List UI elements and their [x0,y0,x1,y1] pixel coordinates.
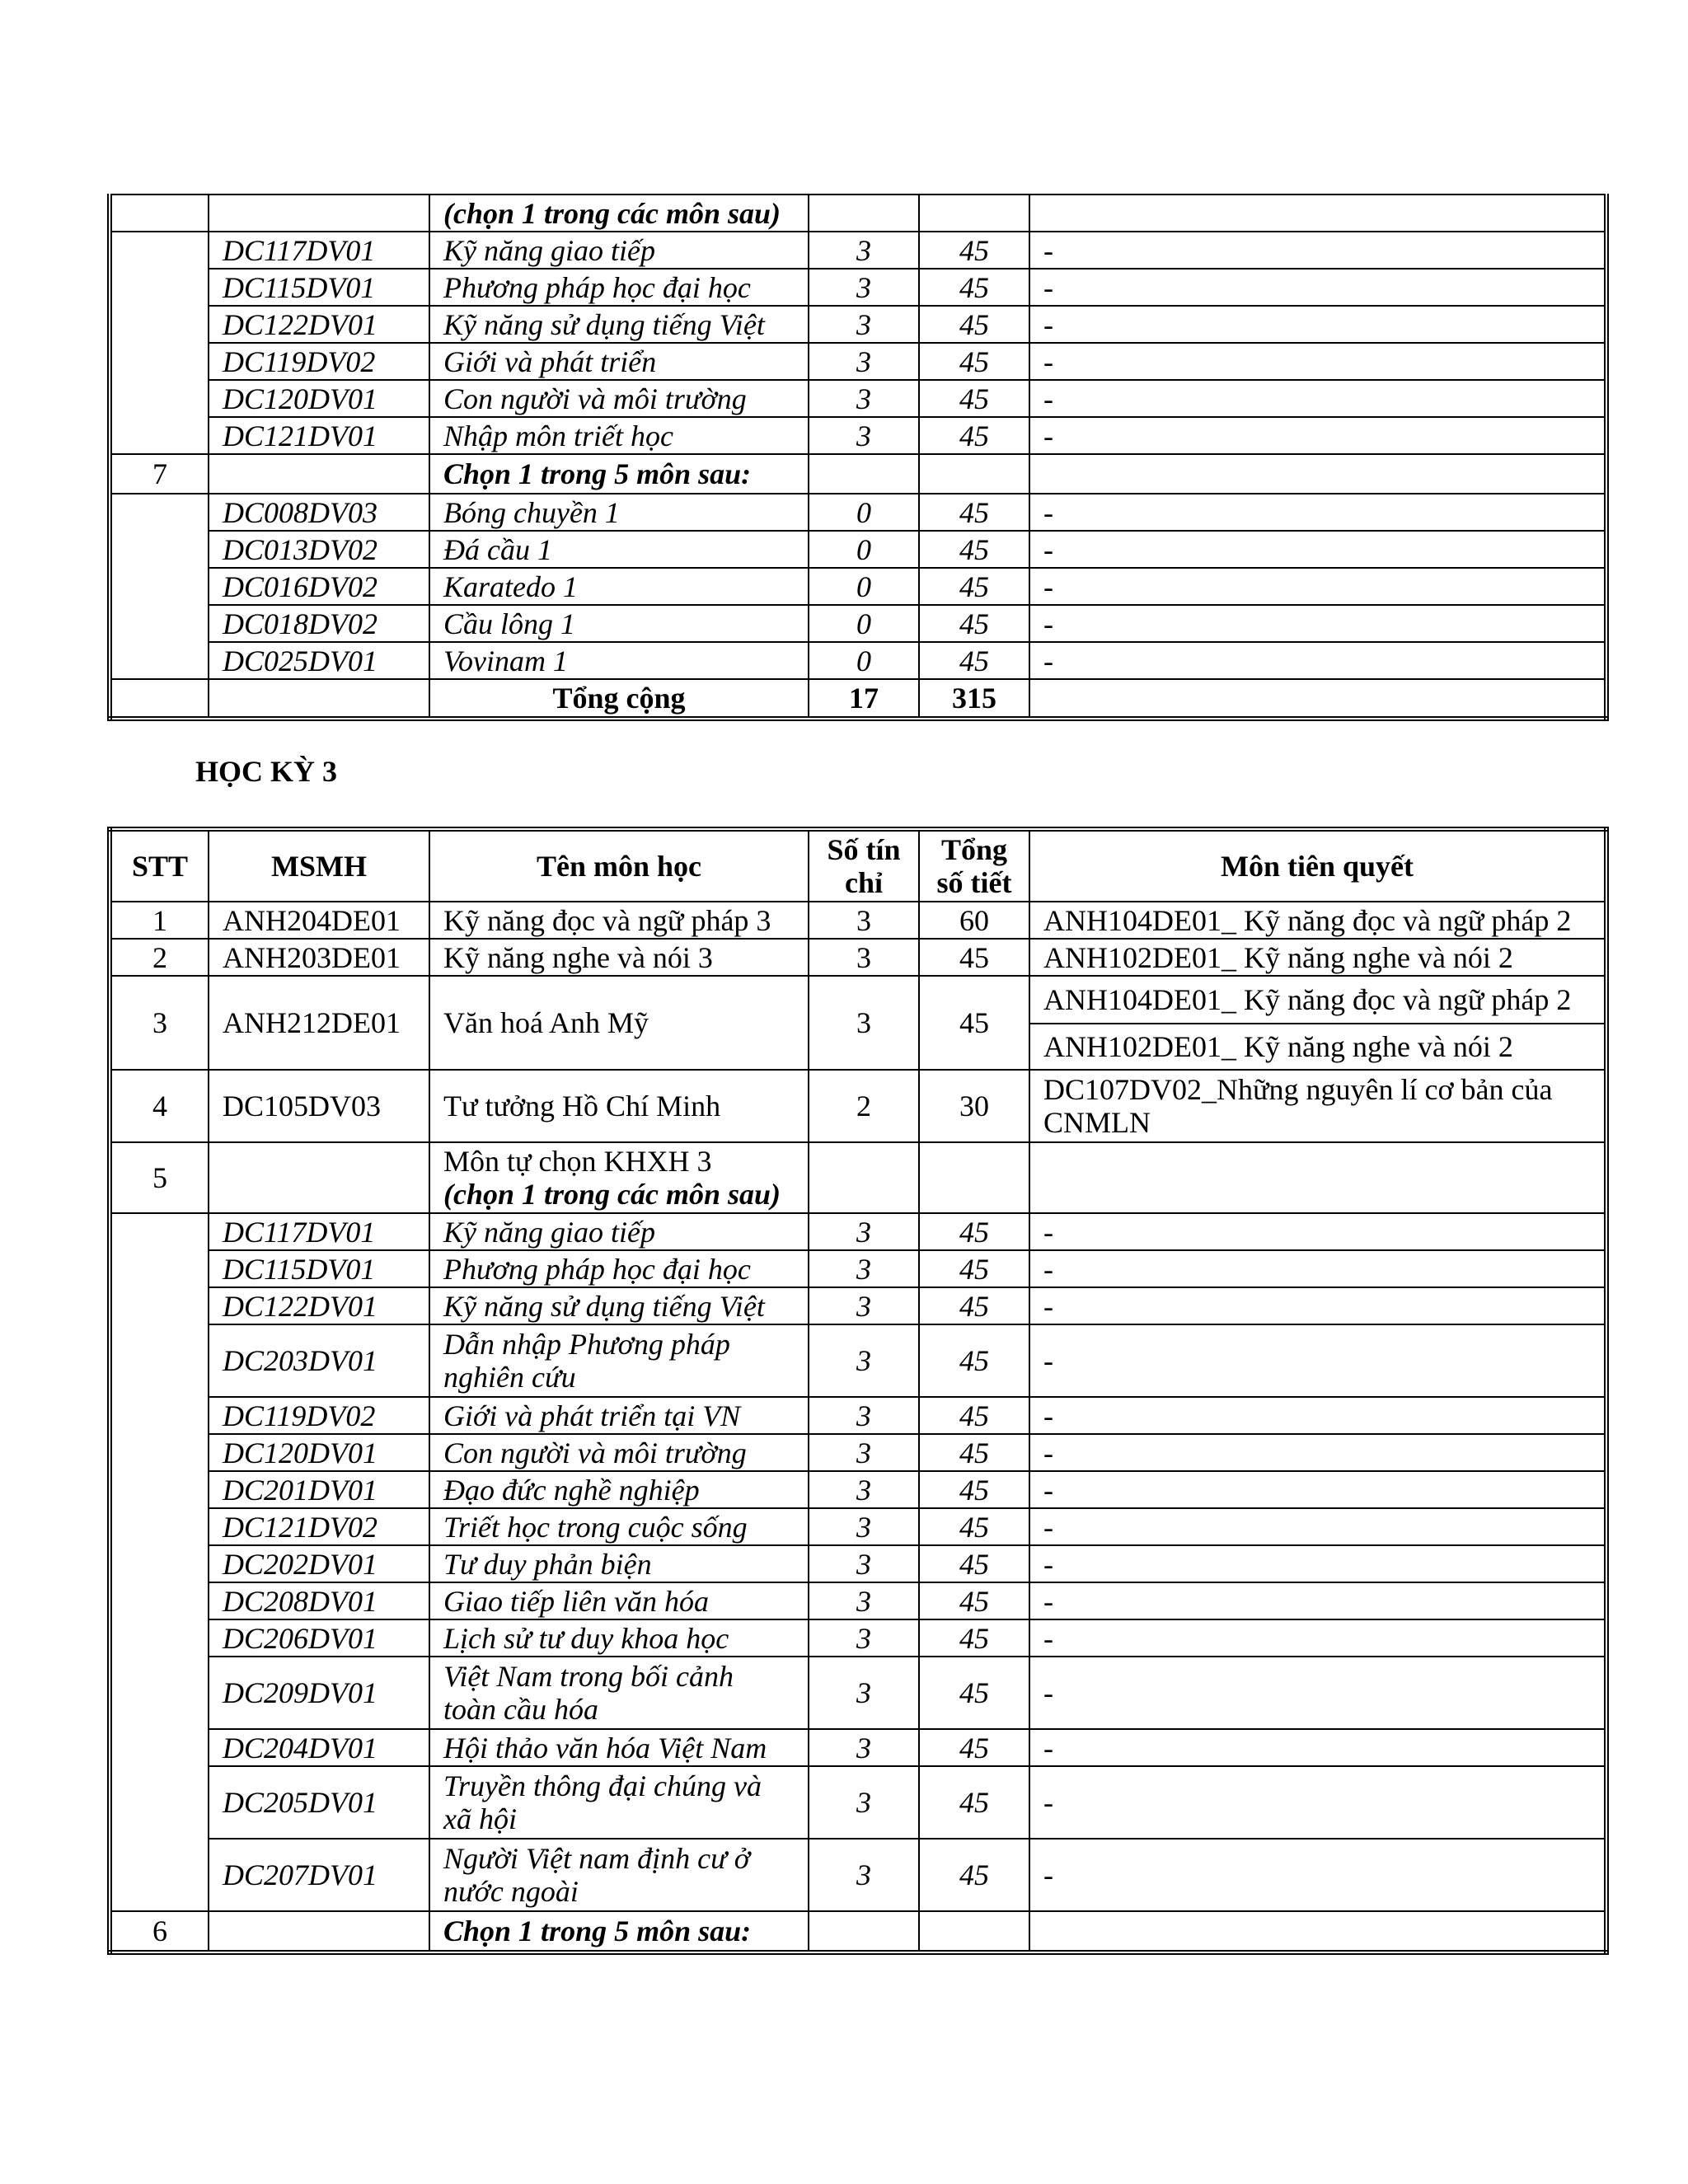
credits: 3 [809,380,919,417]
course-code: DC122DV01 [209,1287,429,1324]
table-row [110,343,1606,380]
hours: 45 [919,1397,1029,1434]
table-row: 1 ANH204DE01 Kỹ năng đọc và ngữ pháp 3 3 60 ANH104DE01_ Kỹ năng đọc và ngữ pháp 2 [110,902,1606,939]
prerequisite: - [1029,1287,1606,1324]
prerequisite: - [1029,1766,1606,1839]
table-row [110,1471,1606,1508]
prerequisite: - [1029,380,1606,417]
course-code: DC208DV01 [209,1582,429,1619]
total-label: Tổng cộng [429,679,809,719]
prerequisite: - [1029,1324,1606,1397]
prerequisite: - [1029,269,1606,306]
prerequisite: - [1029,1250,1606,1287]
credits: 0 [809,531,919,568]
course-code: DC203DV01 [209,1324,429,1397]
table-row [110,494,1606,531]
table-row [110,531,1606,568]
course-code: DC117DV01 [209,232,429,269]
course-name: Karatedo 1 [429,568,809,605]
table-row: 3 ANH212DE01 Văn hoá Anh Mỹ 3 45 ANH104DE01_ Kỹ năng đọc và ngữ pháp 2 [110,976,1606,1024]
hours: 45 [919,1545,1029,1582]
table-row [110,1839,1606,1911]
hours: 45 [919,269,1029,306]
course-code: DC119DV02 [209,1397,429,1434]
course-code: DC201DV01 [209,1471,429,1508]
course-code: DC120DV01 [209,1434,429,1471]
hours: 45 [919,343,1029,380]
course-name: Nhập môn triết học [429,417,809,454]
course-name: Triết học trong cuộc sống [429,1508,809,1545]
prerequisite: - [1029,1619,1606,1657]
credits: 3 [809,1582,919,1619]
table-row [110,417,1606,454]
course-code: DC121DV02 [209,1508,429,1545]
course-code: DC115DV01 [209,1250,429,1287]
prerequisite: - [1029,531,1606,568]
table-row: 5 Môn tự chọn KHXH 3 (chọn 1 trong các môn sau) [110,1142,1606,1213]
prerequisite: - [1029,306,1606,343]
credits: 3 [809,1766,919,1839]
hours: 45 [919,1508,1029,1545]
table-row [110,1397,1606,1434]
hours: 45 [919,1213,1029,1250]
course-name: Dẫn nhập Phương pháp nghiên cứu [429,1324,809,1397]
total-row [110,679,1606,719]
group-title: Chọn 1 trong 5 môn sau: [429,454,809,494]
table-row: 4 DC105DV03 Tư tưởng Hồ Chí Minh 2 30 DC107DV02_Những nguyên lí cơ bản của CNMLN [110,1070,1606,1142]
hours: 45 [919,1619,1029,1657]
semester3-table [107,827,1609,1955]
credits: 3 [809,1545,919,1582]
course-name: Tư duy phản biện [429,1545,809,1582]
hours: 45 [919,417,1029,454]
course-code: DC120DV01 [209,380,429,417]
course-name: Giới và phát triển [429,343,809,380]
prerequisite: - [1029,343,1606,380]
course-name: Giới và phát triển tại VN [429,1397,809,1434]
hours: 45 [919,494,1029,531]
prerequisite: - [1029,642,1606,679]
course-name: Kỹ năng giao tiếp [429,1213,809,1250]
course-name: Giao tiếp liên văn hóa [429,1582,809,1619]
course-code: DC018DV02 [209,605,429,642]
course-code: DC013DV02 [209,531,429,568]
course-code: DC204DV01 [209,1729,429,1766]
course-name: Phương pháp học đại học [429,1250,809,1287]
credits: 3 [809,269,919,306]
hours: 45 [919,1434,1029,1471]
course-code: DC025DV01 [209,642,429,679]
table-row: ANH102DE01_ Kỹ năng nghe và nói 2 [110,1024,1606,1070]
prerequisite: - [1029,1582,1606,1619]
credits: 3 [809,1729,919,1766]
credits: 0 [809,494,919,531]
course-name: Đá cầu 1 [429,531,809,568]
course-name: Kỹ năng giao tiếp [429,232,809,269]
table-row [110,1213,1606,1250]
prerequisite: - [1029,417,1606,454]
prerequisite: - [1029,232,1606,269]
credits: 3 [809,1324,919,1397]
credits: 3 [809,343,919,380]
hours: 45 [919,1471,1029,1508]
section-heading: HỌC KỲ 3 [195,755,338,788]
header-msmh: MSMH [209,829,429,902]
semester2-table-continued [107,194,1609,721]
table-row: 6 Chọn 1 trong 5 môn sau: [110,1911,1606,1952]
course-code: DC122DV01 [209,306,429,343]
prerequisite: - [1029,1729,1606,1766]
prerequisite: - [1029,568,1606,605]
prerequisite: - [1029,1397,1606,1434]
table-row: 2 ANH203DE01 Kỹ năng nghe và nói 3 3 45 ANH102DE01_ Kỹ năng nghe và nói 2 [110,939,1606,976]
prerequisite: - [1029,494,1606,531]
course-code: DC121DV01 [209,417,429,454]
credits: 3 [809,1397,919,1434]
header-prereq: Môn tiên quyết [1029,829,1606,902]
prerequisite: - [1029,1839,1606,1911]
hours: 45 [919,531,1029,568]
hours: 45 [919,306,1029,343]
table-row [110,454,1606,494]
table-row [110,380,1606,417]
course-code: DC008DV03 [209,494,429,531]
course-name: Kỹ năng sử dụng tiếng Việt [429,1287,809,1324]
table-row [110,1287,1606,1324]
hours: 45 [919,568,1029,605]
course-name: Bóng chuyền 1 [429,494,809,531]
hours: 45 [919,1657,1029,1729]
table-row [110,1545,1606,1582]
course-code: DC205DV01 [209,1766,429,1839]
hours: 45 [919,380,1029,417]
course-code: DC207DV01 [209,1839,429,1911]
course-code: DC209DV01 [209,1657,429,1729]
credits: 3 [809,306,919,343]
credits: 3 [809,1839,919,1911]
table-header-row [110,829,1606,902]
prerequisite: - [1029,1508,1606,1545]
credits: 3 [809,1213,919,1250]
total-hours: 315 [919,679,1029,719]
table-row [110,306,1606,343]
course-name: Người Việt nam định cư ở nước ngoài [429,1839,809,1911]
table-row [110,269,1606,306]
table-row [110,605,1606,642]
prerequisite: - [1029,1657,1606,1729]
course-name: Hội thảo văn hóa Việt Nam [429,1729,809,1766]
course-code: DC115DV01 [209,269,429,306]
table-row [110,232,1606,269]
hours: 45 [919,1250,1029,1287]
stt-cell: 7 [110,454,209,494]
credits: 3 [809,1250,919,1287]
credits: 0 [809,642,919,679]
prerequisite: - [1029,605,1606,642]
course-name: Con người và môi trường [429,380,809,417]
header-credits: Số tín chỉ [809,829,919,902]
course-code: DC117DV01 [209,1213,429,1250]
table-row [110,1766,1606,1839]
credits: 0 [809,605,919,642]
credits: 3 [809,232,919,269]
course-name: Đạo đức nghề nghiệp [429,1471,809,1508]
course-name: Con người và môi trường [429,1434,809,1471]
course-name: Vovinam 1 [429,642,809,679]
course-name: Cầu lông 1 [429,605,809,642]
credits: 3 [809,1619,919,1657]
course-code: DC206DV01 [209,1619,429,1657]
hours: 45 [919,1582,1029,1619]
credits: 3 [809,1471,919,1508]
hours: 45 [919,232,1029,269]
hours: 45 [919,642,1029,679]
table-row [110,1729,1606,1766]
credits: 3 [809,417,919,454]
course-name: Truyền thông đại chúng và xã hội [429,1766,809,1839]
header-name: Tên môn học [429,829,809,902]
table-row [110,1582,1606,1619]
hours: 45 [919,1766,1029,1839]
table-row [110,194,1606,232]
prerequisite: - [1029,1471,1606,1508]
hours: 45 [919,1324,1029,1397]
credits: 3 [809,1657,919,1729]
course-code: DC202DV01 [209,1545,429,1582]
prerequisite: - [1029,1434,1606,1471]
course-code: DC016DV02 [209,568,429,605]
course-name: Phương pháp học đại học [429,269,809,306]
prerequisite: - [1029,1545,1606,1582]
credits: 3 [809,1508,919,1545]
table-row [110,1250,1606,1287]
total-credits: 17 [809,679,919,719]
course-name: Lịch sử tư duy khoa học [429,1619,809,1657]
hours: 45 [919,605,1029,642]
table-row [110,1619,1606,1657]
header-hours: Tổng số tiết [919,829,1029,902]
credits: 3 [809,1287,919,1324]
table-row [110,1657,1606,1729]
credits: 0 [809,568,919,605]
course-name: Kỹ năng sử dụng tiếng Việt [429,306,809,343]
choose-note: (chọn 1 trong các môn sau) [429,194,809,232]
hours: 45 [919,1287,1029,1324]
table-row [110,642,1606,679]
hours: 45 [919,1729,1029,1766]
table-row [110,1324,1606,1397]
credits: 3 [809,1434,919,1471]
course-code: DC119DV02 [209,343,429,380]
table-row [110,1508,1606,1545]
course-name: Việt Nam trong bối cảnh toàn cầu hóa [429,1657,809,1729]
table-row [110,568,1606,605]
prerequisite: - [1029,1213,1606,1250]
table-row [110,1434,1606,1471]
header-stt: STT [110,829,209,902]
hours: 45 [919,1839,1029,1911]
